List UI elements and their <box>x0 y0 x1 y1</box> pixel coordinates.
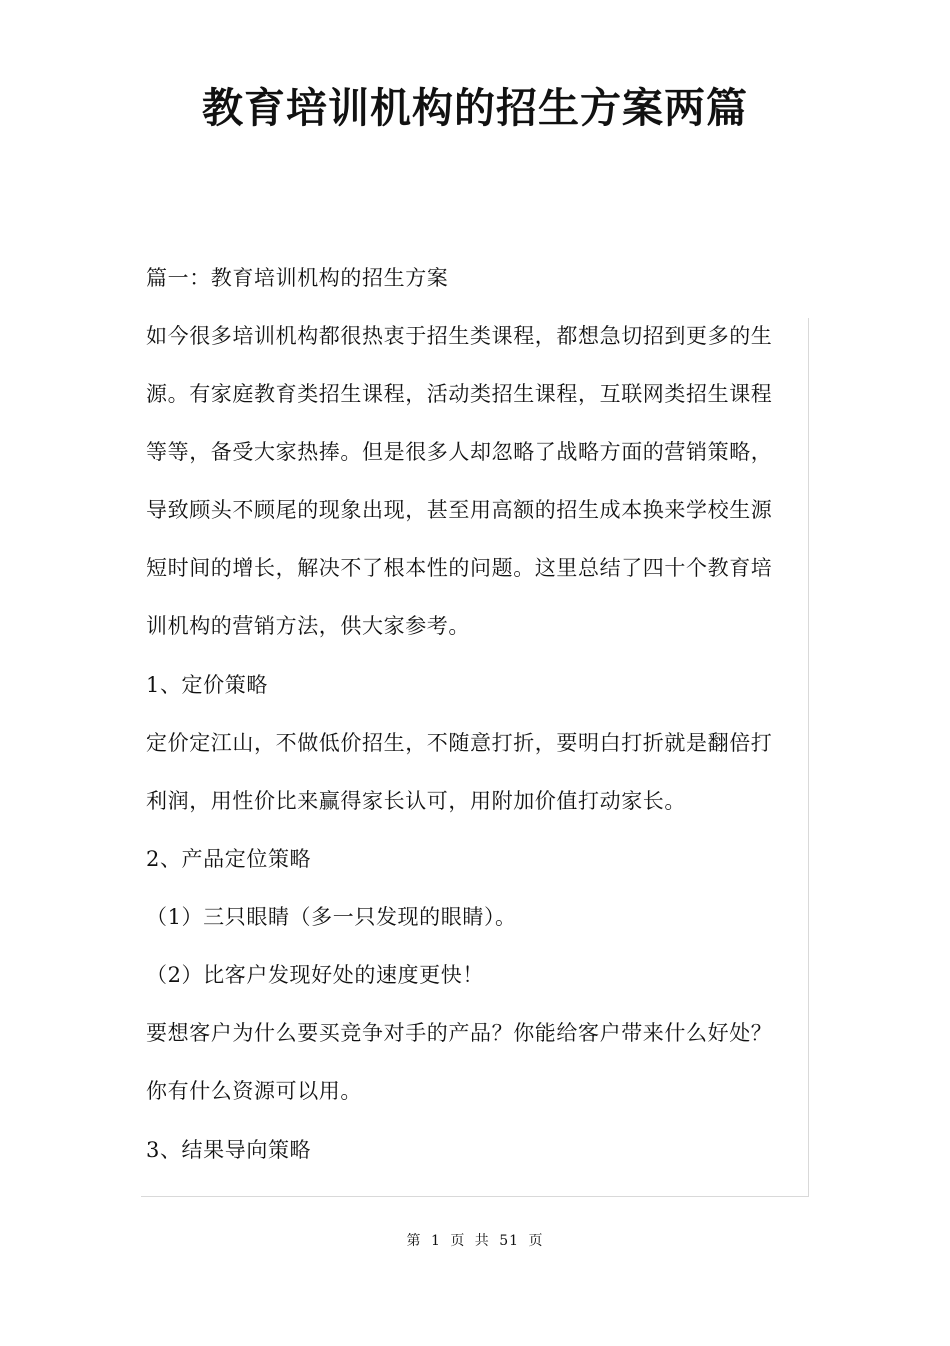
document-title: 教育培训机构的招生方案两篇 <box>202 84 748 132</box>
footer-page-word: 页 <box>450 1233 466 1249</box>
list-item: （2）比客户发现好处的速度更快！ <box>146 963 484 987</box>
footer-total-word: 共 <box>474 1233 490 1249</box>
paragraph-line: 利润，用性价比来赢得家长认可，用附加价值打动家长。 <box>146 789 686 813</box>
paragraph-line: 短时间的增长，解决不了根本性的问题。这里总结了四十个教育培 <box>146 556 773 580</box>
footer-total-pages: 51 <box>499 1233 520 1249</box>
paragraph-line: 你有什么资源可以用。 <box>146 1079 362 1103</box>
paragraph-line: 导致顾头不顾尾的现象出现，甚至用高额的招生成本换来学校生源 <box>146 498 773 522</box>
paragraph-line: 训机构的营销方法，供大家参考。 <box>146 614 470 638</box>
numbered-heading: 3、结果导向策略 <box>146 1138 312 1162</box>
numbered-heading: 2、产品定位策略 <box>146 847 312 871</box>
section-heading: 篇一：教育培训机构的招生方案 <box>146 266 449 290</box>
paragraph-line: 等等，备受大家热捧。但是很多人却忽略了战略方面的营销策略， <box>146 440 773 464</box>
paragraph-line: 要想客户为什么要买竞争对手的产品？你能给客户带来什么好处？ <box>146 1021 773 1045</box>
list-item: （1）三只眼睛（多一只发现的眼睛）。 <box>146 905 517 929</box>
footer-prefix: 第 <box>406 1233 422 1249</box>
numbered-heading: 1、定价策略 <box>146 673 268 697</box>
footer-current-page: 1 <box>430 1233 441 1249</box>
footer-suffix: 页 <box>528 1233 544 1249</box>
page-footer <box>0 1229 950 1253</box>
paragraph-line: 定价定江山，不做低价招生，不随意打折，要明白打折就是翻倍打 <box>146 731 773 755</box>
paragraph-line: 如今很多培训机构都很热衷于招生类课程，都想急切招到更多的生 <box>146 324 773 348</box>
paragraph-line: 源。有家庭教育类招生课程，活动类招生课程，互联网类招生课程 <box>146 382 773 406</box>
